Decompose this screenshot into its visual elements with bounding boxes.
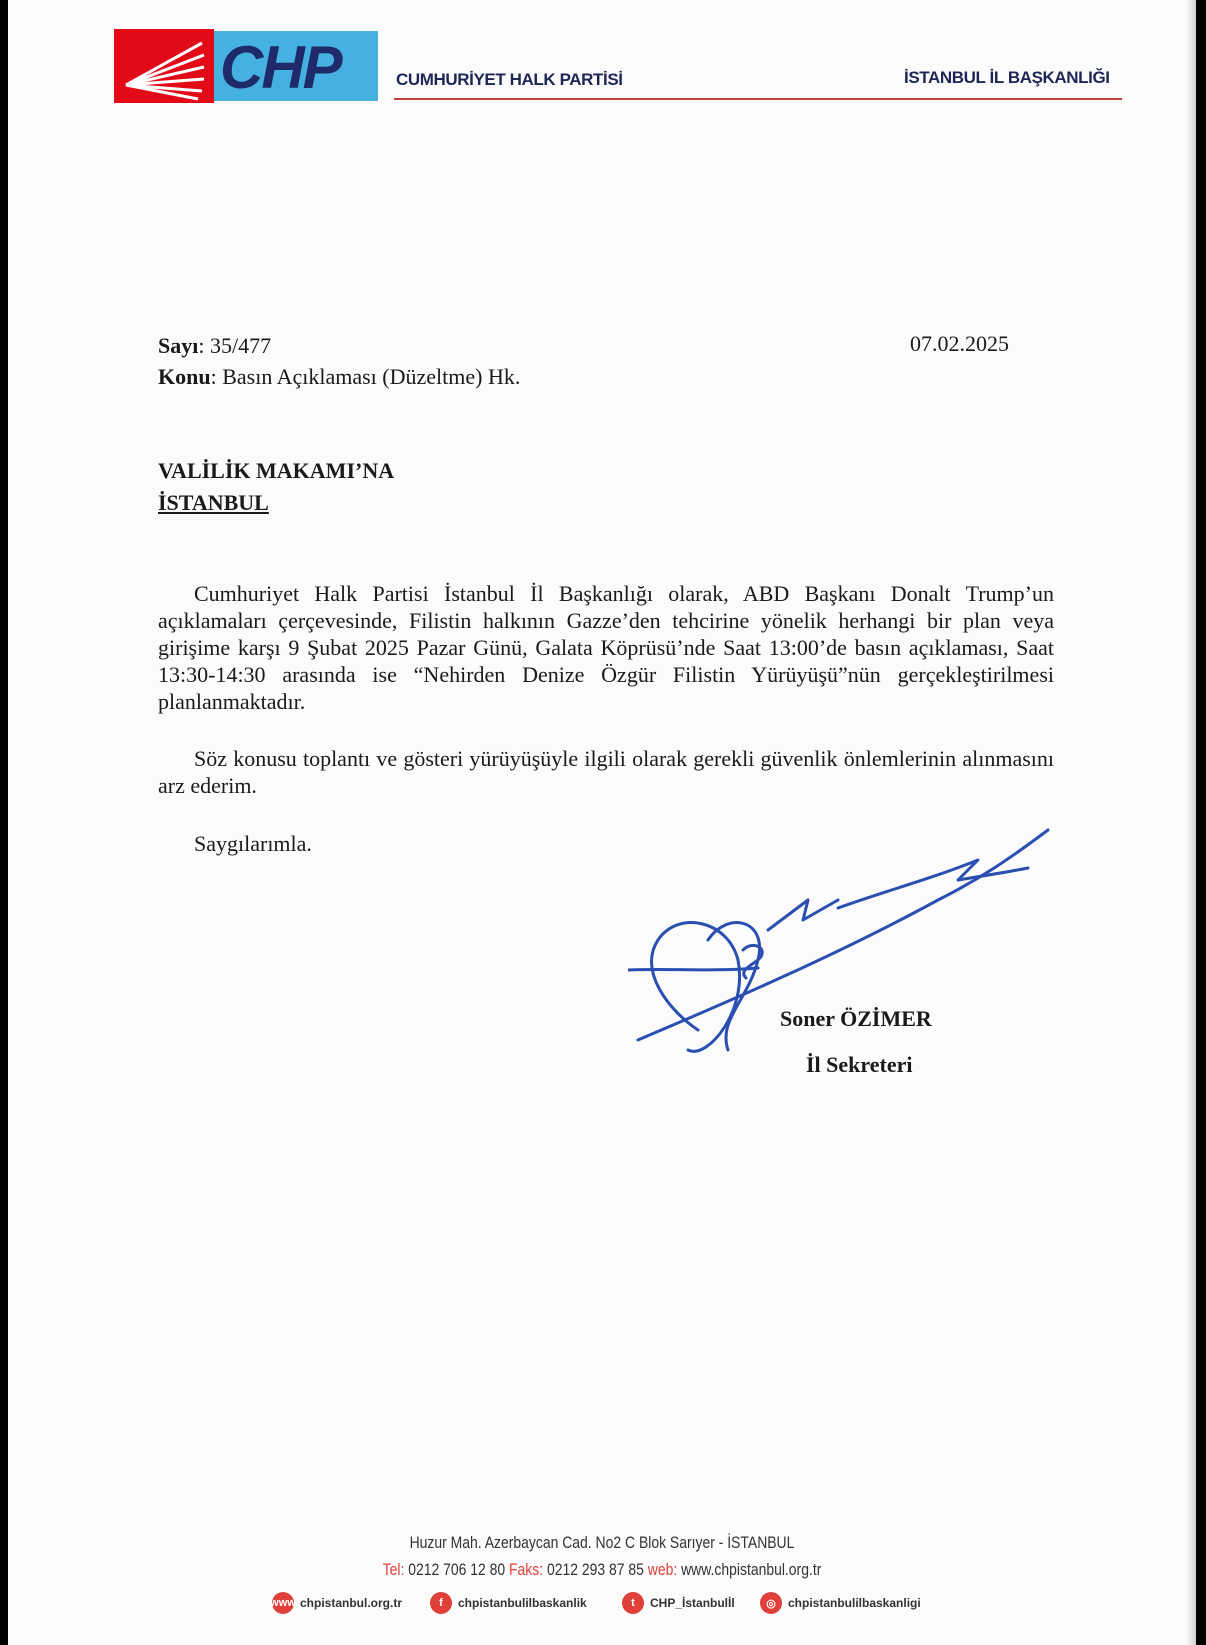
web-value: www.chpistanbul.org.tr: [681, 1560, 822, 1579]
body-paragraph-2: Söz konusu toplantı ve gösteri yürüyüşüyle ilgili olarak gerekli güvenlik önlemlerinin alınmasını arz ederim.: [158, 746, 1054, 798]
reference-label: Sayı: [158, 333, 199, 358]
facebook-icon: f: [430, 1592, 452, 1614]
tel-value: 0212 706 12 80: [408, 1560, 506, 1579]
social-instagram[interactable]: [760, 1592, 921, 1614]
subject-line: [158, 364, 520, 390]
footer-address: Huzur Mah. Azerbaycan Cad. No2 C Blok Sarıyer - İSTANBUL: [409, 1533, 795, 1552]
social-instagram-text: chpistanbulilbaskanligi: [788, 1596, 921, 1610]
footer-contact: [115, 1560, 1089, 1580]
signer-title: İl Sekreteri: [806, 1052, 913, 1077]
social-twitter-text: CHP_İstanbulİl: [650, 1596, 735, 1610]
province-office: İSTANBUL İL BAŞKANLIĞI: [904, 68, 1110, 87]
fax-label: Faks:: [509, 1560, 544, 1579]
header-divider: [394, 98, 1122, 100]
addressee-city: İSTANBUL: [158, 490, 269, 515]
signer-name: Soner ÖZİMER: [780, 1006, 932, 1031]
social-website-text: chpistanbul.org.tr: [300, 1596, 402, 1610]
social-website[interactable]: [272, 1592, 402, 1614]
body-paragraph-1: Cumhuriyet Halk Partisi İstanbul İl Başkanlığı olarak, ABD Başkanı Donalt Trump’un açıklamaları çerçevesinde, Filistin halkının Gazze’den tehcirine yönelik herhangi bir plan veya girişime karşı 9 Şubat 2025 Pazar Günü, Galata Köprüsü’nde Saat 13:00’de basın açıklaması, Saat 13:30-14:30 arasında ise “Nehirden Denize Özgür Filistin Yürüyüşü”nün gerçekleştirilmesi planlanmaktadır.: [158, 581, 1054, 714]
addressee: VALİLİK MAKAMI’NA: [158, 458, 395, 483]
chp-logo: [114, 29, 378, 103]
page-edge-shadow: [1186, 0, 1196, 1645]
fax-value: 0212 293 87 85: [546, 1560, 644, 1579]
social-facebook-text: chpistanbulilbaskanlik: [458, 1596, 587, 1610]
six-arrows-icon: [114, 29, 214, 103]
twitter-icon: t: [622, 1592, 644, 1614]
subject-label: Konu: [158, 364, 211, 389]
logo-text: CHP: [220, 34, 341, 101]
logo-blue-panel: [214, 31, 378, 101]
subject-value: : Basın Açıklaması (Düzeltme) Hk.: [210, 364, 521, 389]
party-name: CUMHURİYET HALK PARTİSİ: [396, 70, 623, 89]
social-facebook[interactable]: [430, 1592, 587, 1614]
reference-value: : 35/477: [198, 333, 272, 358]
reference-line: [158, 333, 271, 359]
globe-icon: www: [272, 1592, 294, 1614]
tel-label: Tel:: [382, 1560, 405, 1579]
closing: Saygılarımla.: [194, 831, 312, 856]
logo-red-panel: [114, 29, 214, 103]
instagram-icon: ◎: [760, 1592, 782, 1614]
letter-page: [8, 0, 1196, 1645]
web-label: web:: [647, 1560, 678, 1579]
letter-date: 07.02.2025: [910, 331, 1009, 356]
social-twitter[interactable]: [622, 1592, 735, 1614]
